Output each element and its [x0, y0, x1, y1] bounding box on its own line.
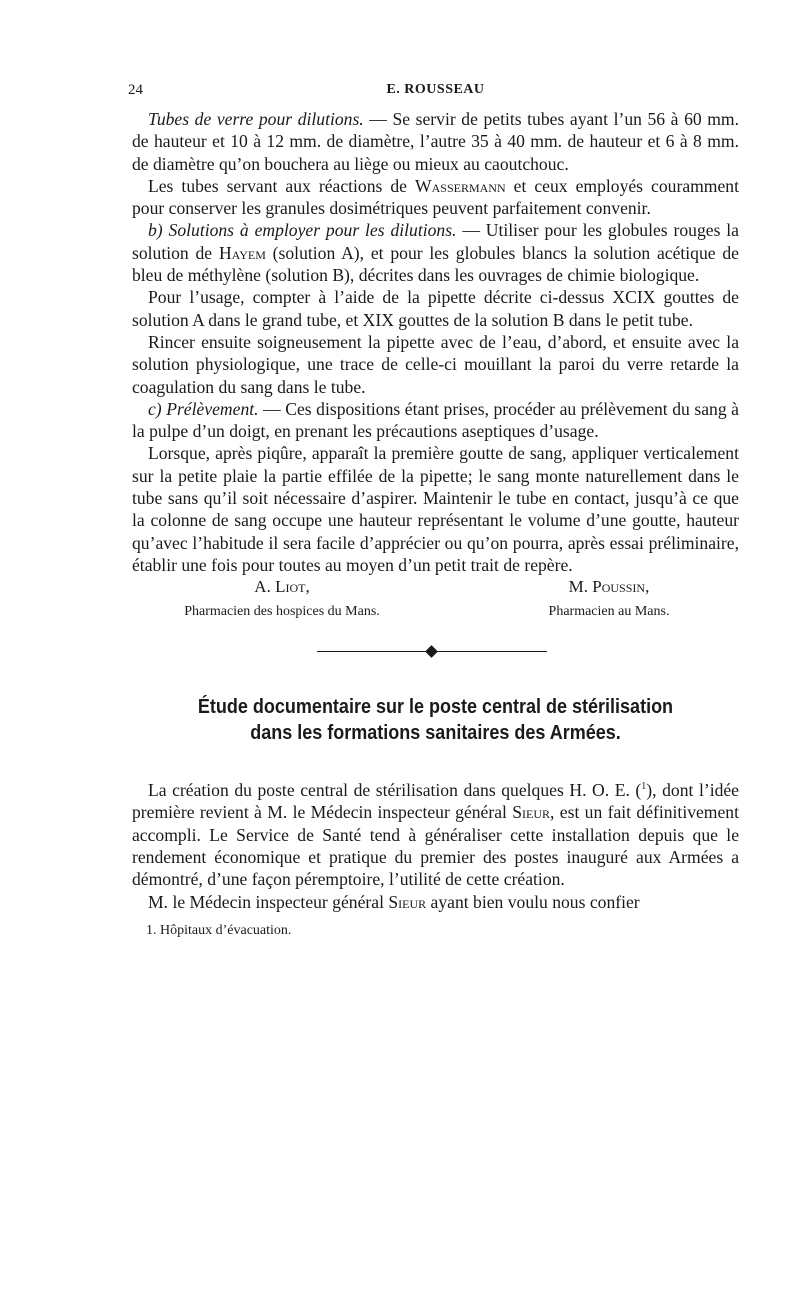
- paragraph-solutions: [132, 219, 739, 286]
- paragraph-confier-a: M. le Médecin inspecteur général: [148, 891, 389, 912]
- section-title: [162, 694, 708, 746]
- section-divider: [132, 624, 739, 684]
- signature-liot-name: A. Liot,: [254, 577, 310, 597]
- signature-poussin-name: M. Poussin,: [568, 577, 650, 597]
- signatures: [132, 576, 739, 624]
- paragraph-creation-a: La création du poste central de stérilisation dans quelques H. O. E. (: [148, 780, 642, 801]
- footnote-marker: 1.: [146, 922, 157, 938]
- paragraph-rincer: Rincer ensuite soigneusement la pipette avec de l’eau, d’abord, et ensuite avec la solution physiologique, une trace de celle-ci mouillant la paroi du verre retarde la coagulation du sang dans le tube.: [132, 331, 739, 397]
- signature-liot-role: Pharmacien des hospices du Mans.: [184, 604, 380, 620]
- paragraph-piqure: Lorsque, après piqûre, apparaît la première goutte de sang, appliquer verticalement sur la petite plaie la partie effilée de la pipette; le sang monte naturellement dans le tube sans qu’il soit nécessaire d’aspirer. Maintenir le tube en contact, jusqu’à ce que la colonne de sang occupe une hauteur représentant le volume d’une goutte, hauteur qu’avec l’habitude il sera facile d’apprécier ou qu’on pourra, après essai préliminaire, établir une fois pour toutes au moyen d’un petit trait de repère.: [132, 443, 739, 575]
- paragraph-tubes: [132, 108, 739, 175]
- running-head-title: E. ROUSSEAU: [386, 82, 485, 97]
- paragraph-wassermann: [132, 175, 739, 220]
- footnote-text: Hôpitaux d’évacuation.: [160, 922, 292, 938]
- divider-diamond-icon: [425, 645, 438, 658]
- name-sieur-2: Sieur: [388, 891, 427, 912]
- section-body: [132, 776, 739, 913]
- paragraph-solutions-a: — Utiliser pour les globules rouges la solution de: [132, 220, 739, 263]
- name-hayem: Hayem: [218, 242, 266, 263]
- running-header: [128, 82, 739, 108]
- paragraph-tubes-text: — Se servir de petits tubes ayant l’un 56 à 60 mm. de hauteur et 10 à 12 mm. de diamètre, l’autre 35 à 40 mm. de hauteur et 6 à 8 mm. de diamètre qu’on bouchera au liège ou mieux au caoutchouc.: [132, 109, 740, 174]
- paragraph-wassermann-b: et ceux employés couramment pour conserver les granules dosimétriques peuvent parfaitement convenir.: [132, 175, 739, 219]
- paragraph-confier: [132, 891, 739, 913]
- paragraph-creation-b: ), dont l’idée première revient à M. le Médecin inspecteur général: [132, 780, 739, 823]
- page-number: 24: [128, 82, 143, 98]
- name-wassermann: Wassermann: [415, 175, 506, 196]
- paragraph-prelevement-text: — Ces dispositions étant prises, procéder au prélèvement du sang à la pulpe d’un doigt, en prenant les précautions aseptiques d’usage.: [132, 398, 739, 442]
- paragraph-prelevement: [132, 398, 739, 443]
- section-title-line1: Étude documentaire sur le poste central de stérilisation: [197, 696, 674, 719]
- divider-line-left: [317, 651, 429, 652]
- divider-line-right: [437, 651, 547, 652]
- name-sieur: Sieur: [512, 802, 551, 823]
- footnote: [132, 923, 739, 939]
- signature-liot: [132, 576, 432, 620]
- signature-poussin: [479, 576, 739, 620]
- paragraph-creation-c: , est un fait définitivement accompli. Le Service de Santé tend à généraliser cette installation depuis que le rendement économique et pratique du premier des postes inauguré aux Armées a démontré, d’une façon péremptoire, l’utilité de cette création.: [132, 802, 739, 890]
- document-page: [128, 82, 740, 939]
- paragraph-confier-b: ayant bien voulu nous confier: [426, 891, 640, 912]
- paragraph-solutions-title: b) Solutions à employer pour les dilutions.: [148, 220, 457, 241]
- section-title-line2: dans les formations sanitaires des Armées.: [250, 722, 621, 745]
- paragraph-usage: Pour l’usage, compter à l’aide de la pipette décrite ci-dessus XCIX gouttes de solution A dans le grand tube, et XIX gouttes de la solution B dans le petit tube.: [132, 287, 739, 330]
- paragraph-prelevement-title: c) Prélèvement.: [148, 398, 259, 419]
- footnote-ref: 1: [641, 781, 647, 793]
- paragraph-wassermann-a: Les tubes servant aux réactions de: [148, 175, 415, 196]
- paragraph-solutions-b: (solution A), et pour les globules blancs la solution acétique de bleu de méthylène (solution B), décrites dans les ouvrages de chimie biologique.: [132, 242, 739, 286]
- signature-poussin-role: Pharmacien au Mans.: [548, 604, 670, 620]
- paragraph-creation: [132, 776, 739, 890]
- paragraph-tubes-title: Tubes de verre pour dilutions.: [148, 109, 364, 129]
